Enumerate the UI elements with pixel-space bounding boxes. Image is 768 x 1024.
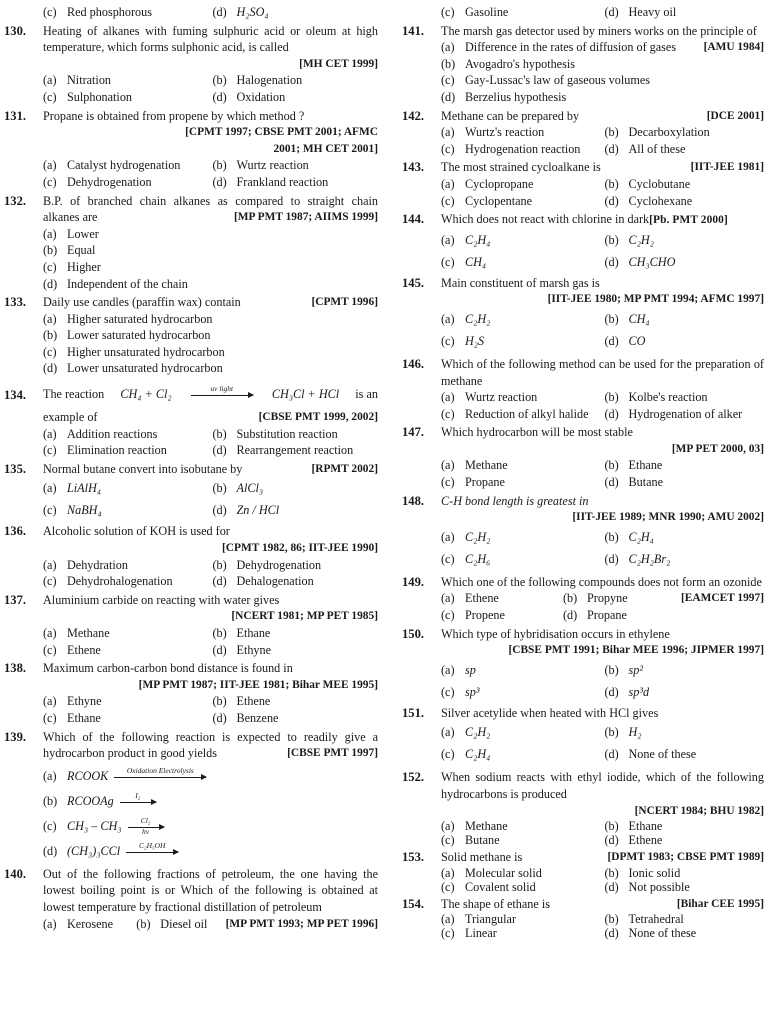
- option-b[interactable]: (b) Dehydrogenation: [212, 557, 322, 572]
- exam-source: [CPMT 1996]: [311, 296, 378, 309]
- option-c[interactable]: (c) Ethane: [43, 710, 101, 725]
- question-text: Out of the following fractions of petroleum, the one having the lowest boiling point is or Which of the following is obtained at lowest temperature by fractional distillation of petroleum [MP PMT 1993; MP PET 1996]: [43, 866, 378, 916]
- question-number: 133.: [4, 295, 27, 310]
- option-b[interactable]: (b) Ethane: [212, 626, 271, 640]
- option-b[interactable]: (b) Cyclobutane: [604, 176, 691, 191]
- question-149: [398, 574, 764, 624]
- question-150: [398, 626, 764, 703]
- option-a[interactable]: (a) Dehydration: [43, 557, 128, 572]
- reaction-arrow: Oxidation Electrolysis: [114, 767, 206, 786]
- option-a[interactable]: (a) sp: [441, 662, 476, 677]
- question-number: 139.: [4, 729, 27, 744]
- option-b[interactable]: (b) sp²: [604, 662, 643, 677]
- option-a[interactable]: (a) Lower: [43, 226, 99, 241]
- question-number: 147.: [402, 425, 425, 440]
- question-number: 138.: [4, 661, 27, 676]
- option-d[interactable]: (d) C₂H₂Br₂: [604, 551, 671, 566]
- arrow-shaft: [126, 852, 178, 853]
- exam-source: [CPMT 1982, 86; IIT-JEE 1990]: [222, 542, 378, 555]
- question-text: Alcoholic solution of KOH is used for: [43, 524, 230, 539]
- question-number: 136.: [4, 524, 27, 539]
- exam-source: [CBSE PMT 1999, 2002]: [258, 411, 378, 424]
- question-141: [398, 23, 764, 106]
- exam-source: [IIT-JEE 1989; MNR 1990; AMU 2002]: [572, 511, 764, 524]
- question-number: 140.: [4, 866, 27, 881]
- question-text: The shape of ethane is [Bihar CEE 1995]: [441, 896, 764, 911]
- option-a[interactable]: (a) LiAlH₄: [43, 481, 102, 496]
- arrow-shaft: [120, 802, 156, 803]
- exam-source: [MH CET 1999]: [299, 57, 378, 70]
- option-a[interactable]: (a) C₂H₂: [441, 529, 491, 544]
- option-b[interactable]: (b) Ethane: [604, 458, 663, 473]
- question-text: Which hydrocarbon will be most stable: [441, 425, 633, 440]
- option-d[interactable]: (d) Benzene: [212, 710, 279, 725]
- question-number: 150.: [402, 626, 425, 641]
- option-d[interactable]: (d) Propane: [562, 608, 627, 623]
- question-number: 144.: [402, 212, 425, 227]
- question-text: Methane can be prepared by [DCE 2001]: [441, 108, 764, 123]
- option-a[interactable]: (a) Ethene: [441, 591, 499, 606]
- exam-source: [MP PMT 1987; IIT-JEE 1981; Bihar MEE 1995]: [138, 678, 378, 691]
- option-b[interactable]: (b) Equal: [43, 243, 96, 258]
- option-a[interactable]: (a) Triangular: [441, 912, 517, 927]
- question-text: When sodium reacts with ethyl iodide, which of the following hydrocarbons is produced: [441, 770, 764, 801]
- option-c[interactable]: (c) NaBH₄: [43, 503, 102, 518]
- option-a[interactable]: (a) Methane: [441, 819, 508, 834]
- question-140: [0, 866, 378, 932]
- question-147: [398, 424, 764, 490]
- option-b[interactable]: (b) C₂H₂: [604, 232, 654, 247]
- option-b[interactable]: (b) Ethane: [604, 819, 663, 834]
- option-c[interactable]: (c) Dehydrogenation: [43, 174, 152, 189]
- question-number: 132.: [4, 193, 27, 208]
- option-a[interactable]: (a) Catalyst hydrogenation: [43, 158, 181, 173]
- arrow-shaft: [114, 777, 206, 778]
- exam-source: [Bihar CEE 1995]: [676, 897, 764, 910]
- exam-source: [MP PET 2000, 03]: [671, 442, 764, 455]
- option-d[interactable]: (d) Ethene: [604, 833, 663, 848]
- option-b[interactable]: (b) Wurtz reaction: [212, 158, 309, 173]
- question-138: [0, 660, 378, 726]
- option-c[interactable]: (c) H₂S: [441, 333, 485, 348]
- question-number: 131.: [4, 108, 27, 123]
- question-137: [0, 592, 378, 658]
- question-154: [398, 896, 764, 941]
- option-a[interactable]: (a) RCOOK Oxidation Electrolysis: [43, 764, 378, 789]
- option-c[interactable]: (c) Covalent solid: [441, 879, 536, 894]
- question-129-tail: [0, 4, 378, 21]
- question-number: 153.: [402, 850, 425, 865]
- question-151: [398, 705, 764, 766]
- option-b[interactable]: (b) Ionic solid: [604, 865, 681, 880]
- arrow-shaft: [128, 827, 164, 828]
- question-text: Propane is obtained from propene by which method ?: [43, 108, 305, 123]
- option-b[interactable]: (b) Diesel oil: [136, 916, 208, 931]
- question-text: C-H bond length is greatest in: [441, 493, 589, 508]
- question-130: [0, 23, 378, 106]
- question-136: [0, 523, 378, 589]
- option-a[interactable]: (a) Wurtz's reaction: [441, 125, 545, 140]
- question-135: [0, 461, 378, 522]
- exam-source: [IIT-JEE 1980; MP PMT 1994; AFMC 1997]: [547, 293, 764, 306]
- option-b[interactable]: (b) CH₄: [604, 311, 650, 326]
- question-132: [0, 193, 378, 293]
- exam-source: [Pb. PMT 2000]: [649, 214, 728, 227]
- exam-source: [DPMT 1983; CBSE PMT 1989]: [607, 851, 764, 864]
- question-number: 135.: [4, 461, 27, 476]
- question-text-continued: example of [CBSE PMT 1999, 2002]: [43, 410, 378, 425]
- option-a[interactable]: (a) C₂H₄: [441, 232, 491, 247]
- question-text: The reaction CH₄ + Cl₂ uv light CH₃Cl + HCl is an: [43, 383, 378, 405]
- question-152: [398, 769, 764, 847]
- option-c[interactable]: (c) Dehydrohalogenation: [43, 574, 173, 589]
- option-c[interactable]: (c) Higher unsaturated hydrocarbon: [43, 344, 225, 359]
- option-c[interactable]: (c) Butane: [441, 833, 500, 848]
- option-c[interactable]: (c) Red phosphorous: [43, 5, 152, 19]
- question-text: Main constituent of marsh gas is: [441, 275, 600, 290]
- exam-source: [CBSE PMT 1997]: [287, 747, 378, 760]
- option-d[interactable]: (d) H₂SO₄: [212, 5, 269, 19]
- option-b[interactable]: (b) C₂H₄: [604, 529, 654, 544]
- question-number: 134.: [4, 388, 27, 403]
- option-b[interactable]: (b) Avogadro's hypothesis: [441, 56, 575, 71]
- option-a[interactable]: (a) Molecular solid: [441, 865, 542, 880]
- option-a[interactable]: (a) Addition reactions: [43, 426, 158, 441]
- option-d[interactable]: (d) (CH₃)₃CCl C₂H₅OH: [43, 839, 378, 864]
- question-number: 143.: [402, 160, 425, 175]
- question-text: Solid methane is [DPMT 1983; CBSE PMT 1989]: [441, 850, 764, 865]
- option-a[interactable]: (a) Difference in the rates of diffusion of gases: [441, 40, 677, 55]
- exam-source: [NCERT 1984; BHU 1982]: [634, 804, 764, 817]
- option-d[interactable]: (d) All of these: [604, 141, 686, 156]
- question-number: 154.: [402, 896, 425, 911]
- question-number: 130.: [4, 23, 27, 38]
- question-146: [398, 356, 764, 422]
- option-c[interactable]: (c) Gay-Lussac's law of gaseous volumes: [441, 73, 650, 88]
- option-c[interactable]: (c) C₂H₆: [441, 551, 491, 566]
- reaction-reactants: CH₄ + Cl₂: [120, 387, 172, 402]
- exam-source: [AMU 1984]: [703, 41, 764, 54]
- option-d[interactable]: (d) sp³d: [604, 684, 650, 699]
- question-text: Heating of alkanes with fuming sulphuric acid or oleum at high temperature, which forms sulphonic acid, is called: [43, 23, 378, 55]
- option-c[interactable]: (c) Propene: [441, 608, 505, 623]
- reaction-arrow: [191, 385, 253, 404]
- reaction-condition: uv light: [210, 383, 234, 393]
- question-139: [0, 729, 378, 864]
- option-a[interactable]: (a) Kerosene: [43, 916, 114, 931]
- option-d[interactable]: (d) Independent of the chain: [43, 276, 188, 291]
- question-131: [0, 108, 378, 191]
- option-d[interactable]: (d) None of these: [604, 747, 697, 762]
- reaction-products: CH₃Cl + HCl: [271, 387, 340, 402]
- option-c[interactable]: (c) Propane: [441, 475, 505, 490]
- question-140-tail: [398, 4, 764, 21]
- option-d[interactable]: (d) Ethyne: [212, 642, 272, 657]
- option-d[interactable]: (d) None of these: [604, 926, 697, 941]
- option-c[interactable]: (c) CH₃ – CH₃ $\frac{\text{Cl₂}}{hv}$: [43, 814, 378, 839]
- question-text: Silver acetylide when heated with HCl gives: [441, 705, 659, 720]
- exam-source: [MP PMT 1987; AIIMS 1999]: [233, 211, 378, 224]
- option-b[interactable]: (b) Halogenation: [212, 73, 303, 88]
- option-a[interactable]: (a) C₂H₂: [441, 725, 491, 740]
- question-text: Which of the following reaction is expected to readily give a hydrocarbon product in good yields [CBSE PMT 1997]: [43, 729, 378, 761]
- question-number: 149.: [402, 574, 425, 589]
- option-c[interactable]: (c) CH₄: [441, 254, 487, 269]
- question-number: 142.: [402, 108, 425, 123]
- exam-source: [EAMCET 1997]: [680, 592, 764, 605]
- question-148: [398, 493, 764, 570]
- exam-source: [IIT-JEE 1981]: [690, 161, 764, 174]
- question-text: Maximum carbon-carbon bond distance is found in: [43, 661, 293, 676]
- reaction-arrow: I₂: [120, 792, 156, 811]
- question-text: B.P. of branched chain alkanes as compared to straight chain alkanes are [MP PMT 1987; AIIMS 1999]: [43, 193, 378, 225]
- option-a[interactable]: (a) Higher saturated hydrocarbon: [43, 311, 213, 326]
- option-c[interactable]: (c) Elimination reaction: [43, 443, 167, 458]
- option-d[interactable]: (d) Frankland reaction: [212, 174, 329, 189]
- exam-source: [NCERT 1981; MP PET 1985]: [231, 610, 378, 623]
- option-a[interactable]: (a) Methane: [43, 626, 110, 640]
- question-text: Aluminium carbide on reacting with water gives: [43, 592, 280, 607]
- option-d[interactable]: (d) Dehalogenation: [212, 574, 314, 589]
- question-number: 145.: [402, 275, 425, 290]
- question-number: 152.: [402, 770, 425, 785]
- arrow-shaft: [191, 395, 253, 396]
- option-b[interactable]: (b) Substitution reaction: [212, 426, 338, 441]
- question-text: The most strained cycloalkane is [IIT-JEE 1981]: [441, 160, 764, 175]
- option-c[interactable]: (c) Ethene: [43, 642, 101, 657]
- option-c[interactable]: (c) Higher: [43, 259, 101, 274]
- option-d[interactable]: (d) Not possible: [604, 879, 690, 894]
- option-c[interactable]: (c) Gasoline: [441, 5, 509, 19]
- option-a[interactable]: (a) Cyclopropane: [441, 176, 534, 191]
- option-d[interactable]: (d) Rearrangement reaction: [212, 443, 354, 458]
- exam-source: [MP PMT 1993; MP PET 1996]: [225, 917, 378, 930]
- question-number: 151.: [402, 705, 425, 720]
- option-b[interactable]: (b) H₂: [604, 725, 642, 740]
- option-a[interactable]: (a) C₂H₂: [441, 311, 491, 326]
- question-text: Which does not react with chlorine in dark[Pb. PMT 2000]: [441, 212, 728, 227]
- question-144: [398, 211, 764, 273]
- question-number: 148.: [402, 493, 425, 508]
- question-text: Normal butane convert into isobutane by [RPMT 2002]: [43, 461, 378, 476]
- option-d[interactable]: (d) Lower unsaturated hydrocarbon: [43, 361, 223, 376]
- option-d[interactable]: (d) Heavy oil: [604, 5, 677, 19]
- option-c[interactable]: (c) Hydrogenation reaction: [441, 141, 581, 156]
- option-d[interactable]: (d) Hydrogenation of alker: [604, 406, 743, 421]
- question-134: [0, 383, 378, 459]
- exam-source: [DCE 2001]: [706, 109, 764, 122]
- option-a[interactable]: (a) Nitration: [43, 73, 112, 88]
- right-column: [398, 4, 764, 940]
- question-142: [398, 108, 764, 158]
- option-a[interactable]: (a) Wurtz reaction: [441, 390, 538, 405]
- option-b[interactable]: (b) RCOOAg I₂: [43, 789, 378, 814]
- question-number: 141.: [402, 23, 425, 38]
- option-b[interactable]: (b) AlCl₃: [212, 481, 264, 496]
- question-text: Which type of hybridisation occurs in ethylene: [441, 626, 670, 641]
- question-number: 146.: [402, 356, 425, 371]
- option-c[interactable]: (c) Sulphonation: [43, 89, 133, 104]
- question-text: Which of the following method can be used for the preparation of methane: [441, 356, 764, 388]
- option-c[interactable]: (c) Cyclopentane: [441, 193, 533, 208]
- option-d[interactable]: (d) Berzelius hypothesis: [441, 89, 567, 104]
- option-b[interactable]: (b) Lower saturated hydrocarbon: [43, 328, 211, 343]
- question-143: [398, 159, 764, 209]
- option-b[interactable]: (b) Kolbe's reaction: [604, 390, 708, 405]
- option-c[interactable]: (c) C₂H₄: [441, 747, 491, 762]
- question-133: [0, 294, 378, 377]
- question-145: [398, 275, 764, 352]
- option-c[interactable]: (c) Reduction of alkyl halide: [441, 406, 589, 421]
- exam-source: [CPMT 1997; CBSE PMT 2001; AFMC 2001; MH CET 2001]: [185, 126, 378, 155]
- option-d[interactable]: (d) Butane: [604, 475, 664, 490]
- exam-source: [RPMT 2002]: [311, 462, 378, 475]
- left-column: [0, 4, 378, 932]
- option-d[interactable]: (d) CO: [604, 333, 646, 348]
- exam-source: [CBSE PMT 1991; Bihar MEE 1996; JIPMER 1997]: [508, 644, 764, 657]
- question-text: The marsh gas detector used by miners works on the principle of [AMU 1984]: [441, 23, 764, 40]
- option-c[interactable]: (c) Linear: [441, 926, 497, 941]
- option-b[interactable]: (b) Ethene: [212, 694, 271, 709]
- question-153: [398, 849, 764, 894]
- option-d[interactable]: (d) Zn / HCl: [212, 503, 280, 518]
- question-text: Daily use candles (paraffin wax) contain [CPMT 1996]: [43, 295, 378, 310]
- option-d[interactable]: (d) CH₃CHO: [604, 254, 676, 269]
- option-a[interactable]: (a) Methane: [441, 458, 508, 473]
- option-b[interactable]: (b) Tetrahedral: [604, 912, 684, 927]
- question-text: Which one of the following compounds does not form an ozonide [EAMCET 1997]: [441, 574, 764, 591]
- reaction-arrow: $\frac{\text{Cl₂}}{hv}$: [128, 817, 164, 836]
- option-b[interactable]: (b) Propyne: [562, 591, 628, 606]
- reaction-arrow: C₂H₅OH: [126, 842, 178, 861]
- option-a[interactable]: (a) Ethyne: [43, 694, 102, 709]
- option-b[interactable]: (b) Decarboxylation: [604, 125, 710, 140]
- option-c[interactable]: (c) sp³: [441, 684, 480, 699]
- option-d[interactable]: (d) Oxidation: [212, 89, 286, 104]
- question-number: 137.: [4, 592, 27, 607]
- option-d[interactable]: (d) Cyclohexane: [604, 193, 693, 208]
